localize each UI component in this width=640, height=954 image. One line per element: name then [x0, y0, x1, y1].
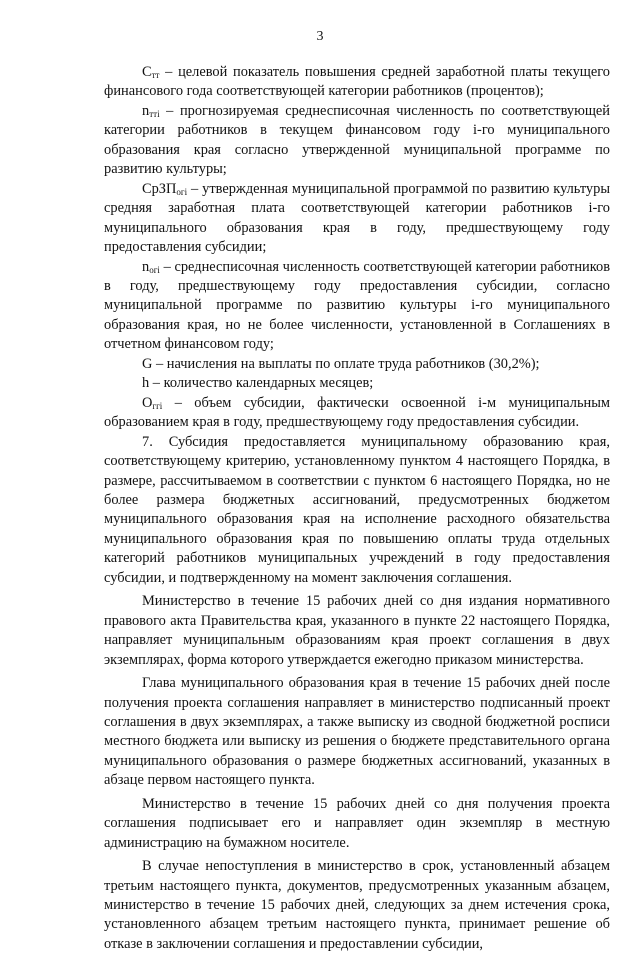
- paragraph-definition-srzp: [104, 180, 610, 258]
- paragraph-text: h – количество календарных месяцев;: [142, 375, 374, 392]
- formula-subscript: огі: [176, 186, 188, 197]
- formula-symbol: C: [142, 64, 152, 80]
- paragraph-text: – целевой показатель повышения средней заработной платы текущего финансового года соответствующей категории работников (процентов);: [104, 64, 610, 100]
- formula-symbol: n: [142, 258, 150, 275]
- paragraph-text: Министерство в течение 15 рабочих дней со дня издания нормативного правового акта Правительства края, указанного в пункте 22 настоящего Порядка, направляет муниципальным образованиям края проект соглашения в двух экземплярах, форма которого утверждается ежегодно приказом министерства.: [104, 593, 610, 668]
- formula-subscript: тт: [151, 70, 160, 80]
- document-body: [104, 63, 610, 954]
- paragraph-item-7: [104, 433, 610, 589]
- paragraph-text: Глава муниципального образования края в течение 15 рабочих дней после получения проекта соглашения направляет в министерство подписанный проект соглашения в двух экземплярах, а также выписку из сводной бюджетной росписи местного бюджета или выписку из решения о бюджете представительного органа муниципального образования о размере бюджетных ассигнований, указанных в абзаце первом настоящего пункта.: [104, 675, 610, 789]
- formula-symbol: n: [142, 102, 150, 119]
- paragraph-text: – прогнозируемая среднесписочная численность по соответствующей категории работников в текущем финансовом году i-го муниципального образования края согласно утвержденной муниципальной программе по развитию культуры;: [104, 102, 610, 178]
- paragraph-text: – среднесписочная численность соответствующей категории работников в году, предшествующему году предоставления субсидии, согласно муниципальной программе по развитию культуры i-го муниципального образования края, но не более численности, установленной в Соглашениях в отчетном финансовом году;: [104, 258, 610, 353]
- paragraph-head-returns-draft: [104, 674, 610, 791]
- paragraph-text: G – начисления на выплаты по оплате труда работников (30,2%);: [142, 355, 540, 372]
- formula-symbol: O: [142, 394, 153, 411]
- formula-subscript: ггі: [152, 400, 163, 411]
- paragraph-ministry-sends-draft: [104, 592, 610, 670]
- paragraph-definition-ctt: [104, 63, 610, 102]
- formula-subscript: тті: [149, 108, 160, 119]
- paragraph-definition-g: [104, 355, 610, 374]
- paragraph-non-receipt: [104, 857, 610, 954]
- paragraph-text: – объем субсидии, фактически освоенной i-м муниципальным образованием края в году, предшествующему году предоставления субсидии.: [104, 394, 610, 431]
- formula-subscript: огі: [149, 264, 160, 275]
- paragraph-definition-oggi: [104, 394, 610, 433]
- paragraph-definition-ntti: [104, 102, 610, 180]
- page-number: 3: [316, 29, 324, 44]
- paragraph-text: – утвержденная муниципальной программой по развитию культуры средняя заработная плата соответствующей категории работников i-го муниципального образования края в году, предшествующему году предоставления субсидии;: [104, 180, 610, 256]
- paragraph-text: В случае непоступления в министерство в срок, установленный абзацем третьим настоящего пункта, документов, предусмотренных указанным абзацем, министерство в течение 15 рабочих дней, следующих за днем истечения срока, установленного абзацем третьим настоящего пункта, принимает решение об отказе в заключении соглашения и предоставлении субсидии,: [104, 858, 610, 952]
- paragraph-text: Министерство в течение 15 рабочих дней со дня получения проекта соглашения подписывает его и направляет один экземпляр в местную администрацию на бумажном носителе.: [104, 795, 610, 851]
- formula-symbol: СрЗП: [142, 180, 177, 197]
- paragraph-text: 7. Субсидия предоставляется муниципальному образованию края, соответствующему критерию, установленному пунктом 4 настоящего Порядка, в размере, рассчитываемом в соответствии с пунктом 6 настоящего Порядка, но не более размера бюджетных ассигнований, предусмотренных бюджетом муниципального образования края на исполнение расходного обязательства муниципального образования края по повышению оплаты труда отдельных категорий работников муниципальных учреждений в году предоставления субсидии, и подтвержденному на момент заключения соглашения.: [104, 433, 610, 586]
- paragraph-definition-nogi: [104, 258, 610, 355]
- paragraph-ministry-signs: [104, 795, 610, 853]
- paragraph-definition-h: [104, 374, 610, 393]
